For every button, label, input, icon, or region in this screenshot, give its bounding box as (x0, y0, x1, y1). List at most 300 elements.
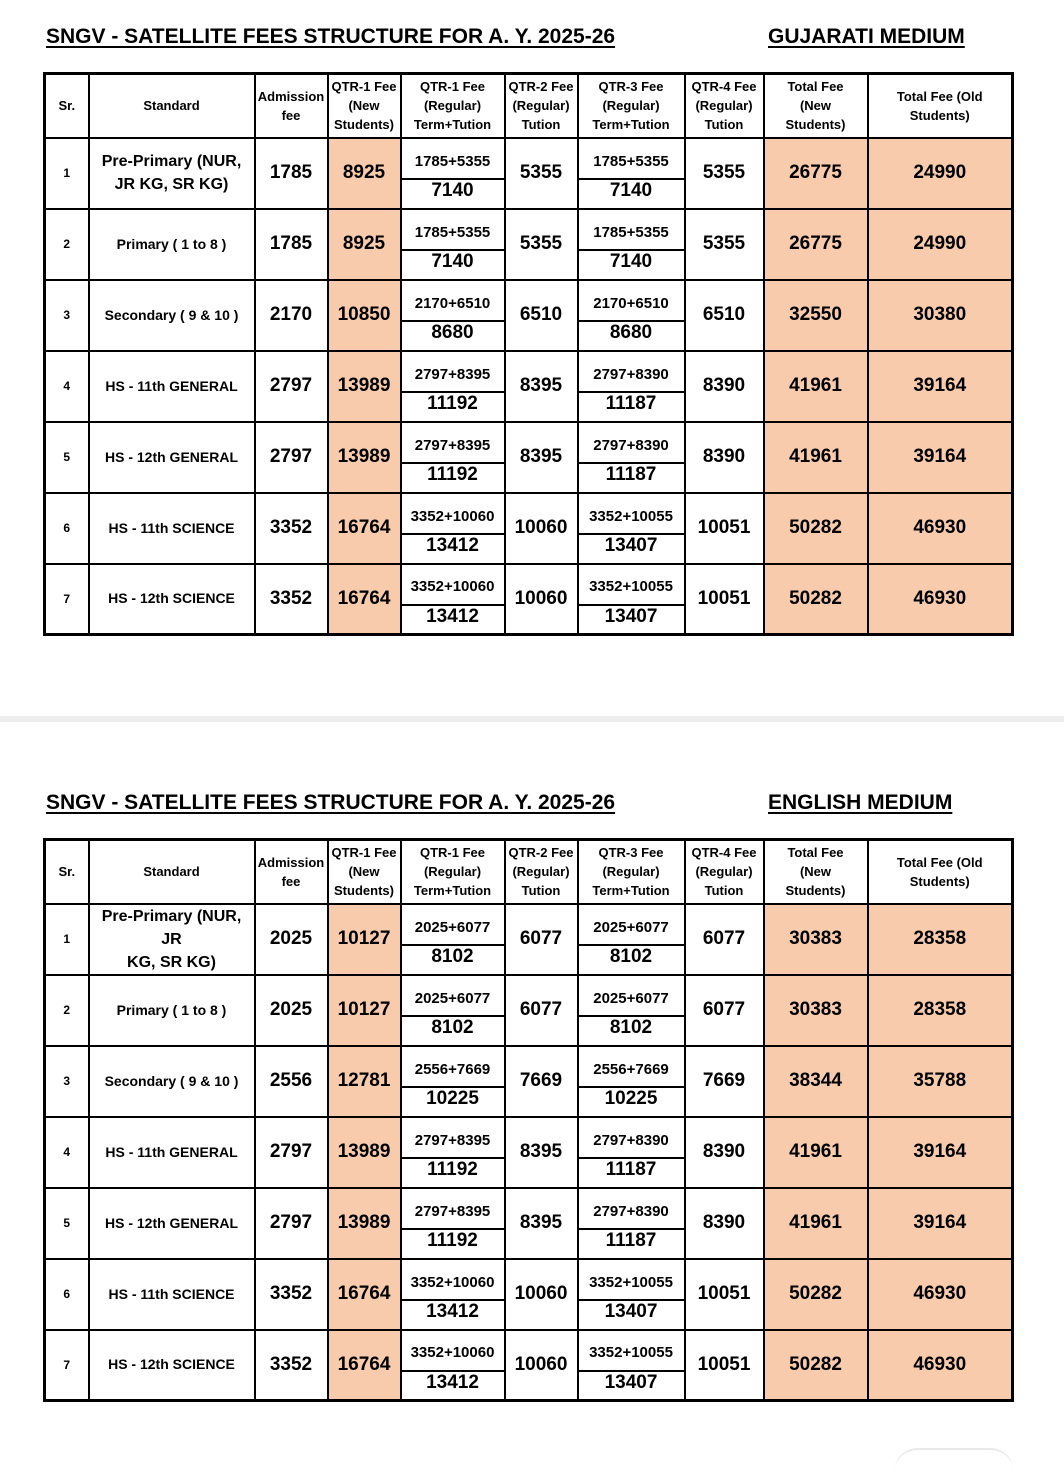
qtr3-breakdown: 2797+8390 (579, 357, 684, 393)
table-row (45, 280, 1013, 351)
qtr1-breakdown: 3352+10060 (402, 570, 504, 606)
qtr1-breakdown: 2025+6077 (402, 910, 504, 946)
column-header-qtr2 (505, 74, 578, 138)
qtr2-fee-cell: 10060 (505, 1259, 578, 1330)
qtr1-breakdown: 2170+6510 (402, 286, 504, 322)
qtr1-new-fee-cell: 10127 (328, 975, 401, 1046)
qtr1-regular-cell (401, 1259, 505, 1330)
gujarati-medium-section (0, 0, 1064, 716)
qtr3-breakdown: 2170+6510 (579, 286, 684, 322)
column-header-total-old (868, 840, 1013, 904)
qtr1-breakdown: 2797+8395 (402, 1194, 504, 1230)
header-line: Students) (909, 873, 970, 889)
standard-cell (89, 1117, 255, 1188)
header-line: Students) (334, 117, 394, 133)
qtr1-regular-cell (401, 493, 505, 564)
header-line: QTR-3 Fee (598, 845, 664, 861)
total-fee-new-cell: 50282 (764, 1259, 868, 1330)
qtr4-fee-cell: 6077 (685, 904, 764, 975)
header-line: QTR-4 Fee (691, 845, 757, 861)
qtr3-total: 8102 (609, 1017, 653, 1038)
table-row (45, 1188, 1013, 1259)
table-row (45, 1046, 1013, 1117)
header-line: fee (281, 107, 301, 123)
total-fee-old-cell: 46930 (868, 564, 1013, 635)
standard-line: HS - 11th GENERAL (105, 1143, 238, 1160)
standard-line: HS - 12th GENERAL (104, 1214, 238, 1231)
qtr1-regular-cell (401, 280, 505, 351)
header-line: Total Fee (787, 845, 844, 861)
total-fee-old-cell: 28358 (868, 904, 1013, 975)
header-line: Students) (785, 117, 846, 133)
standard-cell (89, 1259, 255, 1330)
qtr1-total: 13412 (426, 535, 479, 556)
qtr1-regular-wrap (402, 144, 504, 202)
header-line: (Regular) (423, 864, 482, 880)
total-fee-new-cell: 41961 (764, 1117, 868, 1188)
qtr1-new-fee-cell: 16764 (328, 1259, 401, 1330)
table-row (45, 1117, 1013, 1188)
header-line: (New (799, 864, 832, 880)
standard-cell (89, 975, 255, 1046)
admission-fee-cell: 2797 (255, 422, 328, 493)
column-header-standard: Standard (89, 840, 255, 904)
qtr1-breakdown: 3352+10060 (402, 1336, 504, 1372)
qtr3-total: 13407 (604, 1301, 658, 1322)
qtr3-regular-wrap (579, 357, 684, 415)
qtr2-fee-cell: 10060 (505, 493, 578, 564)
qtr1-regular-wrap (402, 357, 504, 415)
qtr3-breakdown: 2797+8390 (579, 428, 684, 464)
column-header-total-new (764, 74, 868, 138)
qtr3-breakdown: 3352+10055 (579, 1265, 684, 1301)
header-line: (Regular) (695, 98, 753, 114)
column-header-total-new (764, 840, 868, 904)
qtr4-fee-cell: 8390 (685, 351, 764, 422)
standard-line: HS - 12th GENERAL (104, 448, 238, 465)
qtr2-fee-cell: 7669 (505, 1046, 578, 1117)
sr-cell: 3 (45, 1046, 89, 1117)
header-line: QTR-1 Fee (419, 79, 485, 95)
qtr3-regular-cell (578, 1046, 685, 1117)
qtr1-breakdown: 2797+8395 (402, 357, 504, 393)
qtr3-regular-wrap (579, 1123, 684, 1181)
standard-line: Pre-Primary (NUR, JR (101, 907, 242, 948)
qtr1-new-fee-cell: 8925 (328, 138, 401, 209)
qtr1-total: 11192 (427, 393, 478, 414)
header-line: (Regular) (423, 98, 482, 114)
qtr1-total: 8102 (431, 946, 474, 967)
header-line: QTR-1 Fee (331, 845, 397, 861)
admission-fee-cell: 1785 (255, 138, 328, 209)
qtr4-fee-cell: 10051 (685, 1259, 764, 1330)
qtr1-new-fee-cell: 13989 (328, 422, 401, 493)
total-fee-old-cell: 39164 (868, 422, 1013, 493)
qtr1-new-fee-cell: 16764 (328, 1330, 401, 1401)
qtr3-regular-wrap (579, 1265, 684, 1323)
admission-fee-cell: 2556 (255, 1046, 328, 1117)
header-line: (Regular) (512, 98, 570, 114)
standard-cell (89, 564, 255, 635)
qtr4-fee-cell: 10051 (685, 493, 764, 564)
qtr1-new-fee-cell: 13989 (328, 1188, 401, 1259)
qtr2-fee-cell: 8395 (505, 1117, 578, 1188)
sr-cell: 5 (45, 422, 89, 493)
column-header-qtr1-regular (401, 74, 505, 138)
qtr1-breakdown: 2025+6077 (402, 981, 504, 1017)
qtr3-regular-cell (578, 138, 685, 209)
qtr3-total: 13407 (604, 535, 658, 556)
qtr1-breakdown: 3352+10060 (402, 1265, 504, 1301)
header-line: Students) (909, 107, 970, 123)
page-title: SNGV - SATELLITE FEES STRUCTURE FOR A. Y. 2025-26 (46, 25, 616, 48)
qtr4-fee-cell: 7669 (685, 1046, 764, 1117)
header-line: QTR-1 Fee (419, 845, 485, 861)
total-fee-old-cell: 46930 (868, 1330, 1013, 1401)
qtr4-fee-cell: 5355 (685, 209, 764, 280)
standard-cell (89, 904, 255, 975)
table-row (45, 351, 1013, 422)
qtr1-new-fee-cell: 10127 (328, 904, 401, 975)
header-line: (Regular) (512, 864, 570, 880)
total-fee-old-cell: 39164 (868, 1188, 1013, 1259)
standard-line: Pre-Primary (NUR, (101, 153, 242, 170)
qtr3-regular-wrap (579, 428, 684, 486)
sr-cell: 5 (45, 1188, 89, 1259)
column-header-admission (255, 74, 328, 138)
total-fee-old-cell: 46930 (868, 493, 1013, 564)
qtr1-regular-cell (401, 422, 505, 493)
english-medium-section (0, 722, 1064, 1464)
sr-cell: 3 (45, 280, 89, 351)
qtr3-breakdown: 2025+6077 (579, 910, 684, 946)
total-fee-new-cell: 41961 (764, 422, 868, 493)
admission-fee-cell: 2797 (255, 1117, 328, 1188)
qtr2-fee-cell: 6077 (505, 904, 578, 975)
qtr4-fee-cell: 8390 (685, 1117, 764, 1188)
header-line: Students) (785, 883, 846, 899)
qtr1-regular-wrap (402, 1123, 504, 1181)
qtr1-total: 13412 (426, 1371, 479, 1393)
qtr4-fee-cell: 10051 (685, 564, 764, 635)
column-header-qtr1-new (328, 840, 401, 904)
qtr1-new-fee-cell: 10850 (328, 280, 401, 351)
table-row (45, 1330, 1013, 1401)
qtr1-new-fee-cell: 16764 (328, 564, 401, 635)
header-line: (Regular) (602, 864, 660, 880)
header-line: QTR-4 Fee (691, 79, 757, 95)
qtr2-fee-cell: 6077 (505, 975, 578, 1046)
qtr1-breakdown: 2556+7669 (402, 1052, 504, 1088)
qtr3-total: 8102 (609, 946, 653, 967)
standard-line: Primary ( 1 to 8 ) (116, 1001, 227, 1018)
qtr3-regular-cell (578, 351, 685, 422)
qtr1-regular-cell (401, 564, 505, 635)
qtr3-breakdown: 3352+10055 (579, 1336, 684, 1372)
admission-fee-cell: 2797 (255, 351, 328, 422)
qtr3-regular-wrap (579, 215, 684, 273)
sr-cell: 2 (45, 209, 89, 280)
qtr1-breakdown: 1785+5355 (402, 215, 504, 251)
table-row (45, 493, 1013, 564)
header-line: (New (348, 98, 380, 114)
header-line: Term+Tution (413, 883, 492, 899)
qtr1-regular-wrap (402, 1052, 504, 1110)
total-fee-new-cell: 38344 (764, 1046, 868, 1117)
qtr3-total: 13407 (604, 605, 658, 627)
qtr3-regular-cell (578, 280, 685, 351)
qtr3-breakdown: 2797+8390 (579, 1123, 684, 1159)
qtr4-fee-cell: 6510 (685, 280, 764, 351)
qtr1-total: 8680 (431, 322, 474, 343)
fee-table (43, 838, 1014, 1402)
qtr3-total: 13407 (604, 1371, 658, 1393)
admission-fee-cell: 1785 (255, 209, 328, 280)
header-line: Term+Tution (592, 883, 670, 899)
qtr3-regular-wrap (579, 1194, 684, 1252)
qtr1-regular-cell (401, 138, 505, 209)
qtr2-fee-cell: 5355 (505, 138, 578, 209)
admission-fee-cell: 3352 (255, 1330, 328, 1401)
total-fee-old-cell: 46930 (868, 1259, 1013, 1330)
qtr1-breakdown: 3352+10060 (402, 499, 504, 535)
column-header-qtr4 (685, 74, 764, 138)
column-header-qtr3 (578, 840, 685, 904)
qtr3-breakdown: 2025+6077 (579, 981, 684, 1017)
header-line: QTR-2 Fee (508, 845, 574, 861)
sr-cell: 6 (45, 1259, 89, 1330)
qtr1-total: 7140 (431, 251, 474, 272)
qtr3-regular-wrap (579, 499, 684, 557)
qtr3-regular-cell (578, 1117, 685, 1188)
table-row (45, 564, 1013, 635)
table-row (45, 975, 1013, 1046)
standard-cell (89, 422, 255, 493)
qtr3-regular-cell (578, 493, 685, 564)
standard-line: HS - 12th SCIENCE (108, 1356, 235, 1373)
admission-fee-cell: 2025 (255, 904, 328, 975)
header-line: Total Fee (Old (896, 88, 983, 104)
total-fee-new-cell: 26775 (764, 209, 868, 280)
qtr2-fee-cell: 10060 (505, 1330, 578, 1401)
qtr1-new-fee-cell: 12781 (328, 1046, 401, 1117)
standard-line: Secondary ( 9 & 10 ) (104, 1072, 239, 1089)
qtr1-regular-wrap (402, 570, 504, 628)
qtr3-regular-cell (578, 1259, 685, 1330)
standard-line: HS - 11th SCIENCE (108, 1285, 235, 1302)
table-row (45, 1259, 1013, 1330)
page-curl-mark (894, 1448, 1014, 1472)
qtr3-regular-cell (578, 564, 685, 635)
qtr1-regular-cell (401, 1330, 505, 1401)
qtr1-regular-cell (401, 975, 505, 1046)
qtr1-total: 11192 (427, 1159, 478, 1180)
total-fee-old-cell: 28358 (868, 975, 1013, 1046)
qtr1-total: 10225 (426, 1088, 479, 1109)
total-fee-new-cell: 41961 (764, 351, 868, 422)
column-header-sr: Sr. (45, 74, 89, 138)
header-line: fee (281, 873, 301, 889)
qtr3-regular-cell (578, 422, 685, 493)
qtr3-breakdown: 3352+10055 (579, 570, 684, 606)
qtr3-regular-wrap (579, 286, 684, 344)
qtr1-new-fee-cell: 16764 (328, 493, 401, 564)
total-fee-new-cell: 50282 (764, 1330, 868, 1401)
total-fee-old-cell: 35788 (868, 1046, 1013, 1117)
qtr3-regular-wrap (579, 1336, 684, 1394)
header-line: QTR-2 Fee (508, 79, 574, 95)
qtr1-regular-wrap (402, 499, 504, 557)
total-fee-old-cell: 39164 (868, 1117, 1013, 1188)
page-title: SNGV - SATELLITE FEES STRUCTURE FOR A. Y. 2025-26 (46, 791, 616, 814)
header-row (45, 74, 1013, 138)
header-line: (New (348, 864, 380, 880)
qtr1-breakdown: 1785+5355 (402, 144, 504, 180)
qtr2-fee-cell: 5355 (505, 209, 578, 280)
sr-cell: 2 (45, 975, 89, 1046)
fee-table (43, 72, 1014, 636)
admission-fee-cell: 3352 (255, 493, 328, 564)
column-header-qtr1-regular (401, 840, 505, 904)
qtr3-breakdown: 1785+5355 (579, 215, 684, 251)
qtr1-regular-wrap (402, 1336, 504, 1394)
table-row (45, 209, 1013, 280)
sr-cell: 4 (45, 351, 89, 422)
column-header-qtr2 (505, 840, 578, 904)
qtr4-fee-cell: 8390 (685, 1188, 764, 1259)
sr-cell: 1 (45, 904, 89, 975)
qtr3-regular-wrap (579, 981, 684, 1039)
header-line: (Regular) (695, 864, 753, 880)
standard-cell (89, 280, 255, 351)
qtr3-regular-wrap (579, 1052, 684, 1110)
header-line: Admission (257, 88, 325, 104)
qtr3-regular-cell (578, 209, 685, 280)
standard-line: KG, SR KG) (127, 953, 216, 971)
total-fee-new-cell: 26775 (764, 138, 868, 209)
total-fee-old-cell: 39164 (868, 351, 1013, 422)
standard-cell (89, 209, 255, 280)
header-line: QTR-1 Fee (331, 79, 397, 95)
header-line: Tution (521, 883, 561, 899)
qtr3-total: 7140 (609, 251, 653, 272)
column-header-qtr3 (578, 74, 685, 138)
header-line: Students) (334, 883, 394, 899)
qtr3-breakdown: 1785+5355 (579, 144, 684, 180)
header-line: QTR-3 Fee (598, 79, 664, 95)
admission-fee-cell: 3352 (255, 564, 328, 635)
qtr1-total: 7140 (431, 180, 474, 201)
admission-fee-cell: 3352 (255, 1259, 328, 1330)
column-header-qtr4 (685, 840, 764, 904)
qtr1-new-fee-cell: 8925 (328, 209, 401, 280)
standard-cell (89, 1188, 255, 1259)
qtr2-fee-cell: 8395 (505, 422, 578, 493)
qtr3-total: 10225 (604, 1088, 658, 1109)
table-row (45, 138, 1013, 209)
total-fee-old-cell: 24990 (868, 209, 1013, 280)
table-row (45, 422, 1013, 493)
qtr1-new-fee-cell: 13989 (328, 351, 401, 422)
qtr3-total: 7140 (609, 180, 653, 201)
total-fee-new-cell: 30383 (764, 975, 868, 1046)
medium-label: ENGLISH MEDIUM (768, 791, 953, 814)
header-line: Total Fee (787, 79, 844, 95)
standard-line: Primary ( 1 to 8 ) (116, 235, 227, 252)
qtr1-regular-cell (401, 1046, 505, 1117)
qtr3-breakdown: 2556+7669 (579, 1052, 684, 1088)
qtr3-breakdown: 2797+8390 (579, 1194, 684, 1230)
admission-fee-cell: 2025 (255, 975, 328, 1046)
header-line: Tution (704, 117, 744, 133)
qtr2-fee-cell: 8395 (505, 1188, 578, 1259)
header-line: Tution (704, 883, 744, 899)
qtr1-total: 13412 (426, 1301, 479, 1322)
qtr1-breakdown: 2797+8395 (402, 428, 504, 464)
qtr3-regular-cell (578, 1188, 685, 1259)
qtr3-total: 11187 (605, 1159, 657, 1180)
standard-cell (89, 1046, 255, 1117)
qtr1-regular-wrap (402, 286, 504, 344)
qtr3-total: 11187 (605, 393, 657, 414)
sr-cell: 7 (45, 1330, 89, 1401)
column-header-total-old (868, 74, 1013, 138)
qtr1-regular-wrap (402, 1265, 504, 1323)
sr-cell: 7 (45, 564, 89, 635)
header-line: Term+Tution (592, 117, 670, 133)
sr-cell: 1 (45, 138, 89, 209)
standard-cell (89, 351, 255, 422)
standard-cell (89, 493, 255, 564)
qtr1-regular-wrap (402, 981, 504, 1039)
table-row (45, 904, 1013, 975)
standard-line: HS - 12th SCIENCE (108, 590, 235, 607)
qtr3-regular-wrap (579, 910, 684, 968)
standard-line: Secondary ( 9 & 10 ) (104, 306, 239, 323)
column-header-qtr1-new (328, 74, 401, 138)
qtr2-fee-cell: 8395 (505, 351, 578, 422)
standard-line: JR KG, SR KG) (114, 176, 229, 193)
sr-cell: 6 (45, 493, 89, 564)
qtr1-regular-wrap (402, 1194, 504, 1252)
qtr3-regular-cell (578, 975, 685, 1046)
total-fee-old-cell: 24990 (868, 138, 1013, 209)
header-line: Total Fee (Old (896, 854, 983, 870)
header-line: (New (799, 98, 832, 114)
total-fee-new-cell: 50282 (764, 564, 868, 635)
qtr1-regular-wrap (402, 910, 504, 968)
qtr1-regular-cell (401, 209, 505, 280)
qtr3-regular-wrap (579, 144, 684, 202)
qtr4-fee-cell: 5355 (685, 138, 764, 209)
qtr2-fee-cell: 6510 (505, 280, 578, 351)
qtr1-regular-cell (401, 1188, 505, 1259)
sr-cell: 4 (45, 1117, 89, 1188)
qtr1-regular-wrap (402, 215, 504, 273)
qtr3-total: 8680 (609, 322, 653, 343)
standard-line: HS - 11th SCIENCE (108, 519, 235, 536)
header-line: (Regular) (602, 98, 660, 114)
qtr1-total: 11192 (427, 1230, 478, 1251)
admission-fee-cell: 2797 (255, 1188, 328, 1259)
column-header-admission (255, 840, 328, 904)
qtr3-total: 11187 (605, 1230, 657, 1251)
qtr1-breakdown: 2797+8395 (402, 1123, 504, 1159)
qtr1-regular-cell (401, 1117, 505, 1188)
column-header-sr: Sr. (45, 840, 89, 904)
total-fee-old-cell: 30380 (868, 280, 1013, 351)
total-fee-new-cell: 32550 (764, 280, 868, 351)
